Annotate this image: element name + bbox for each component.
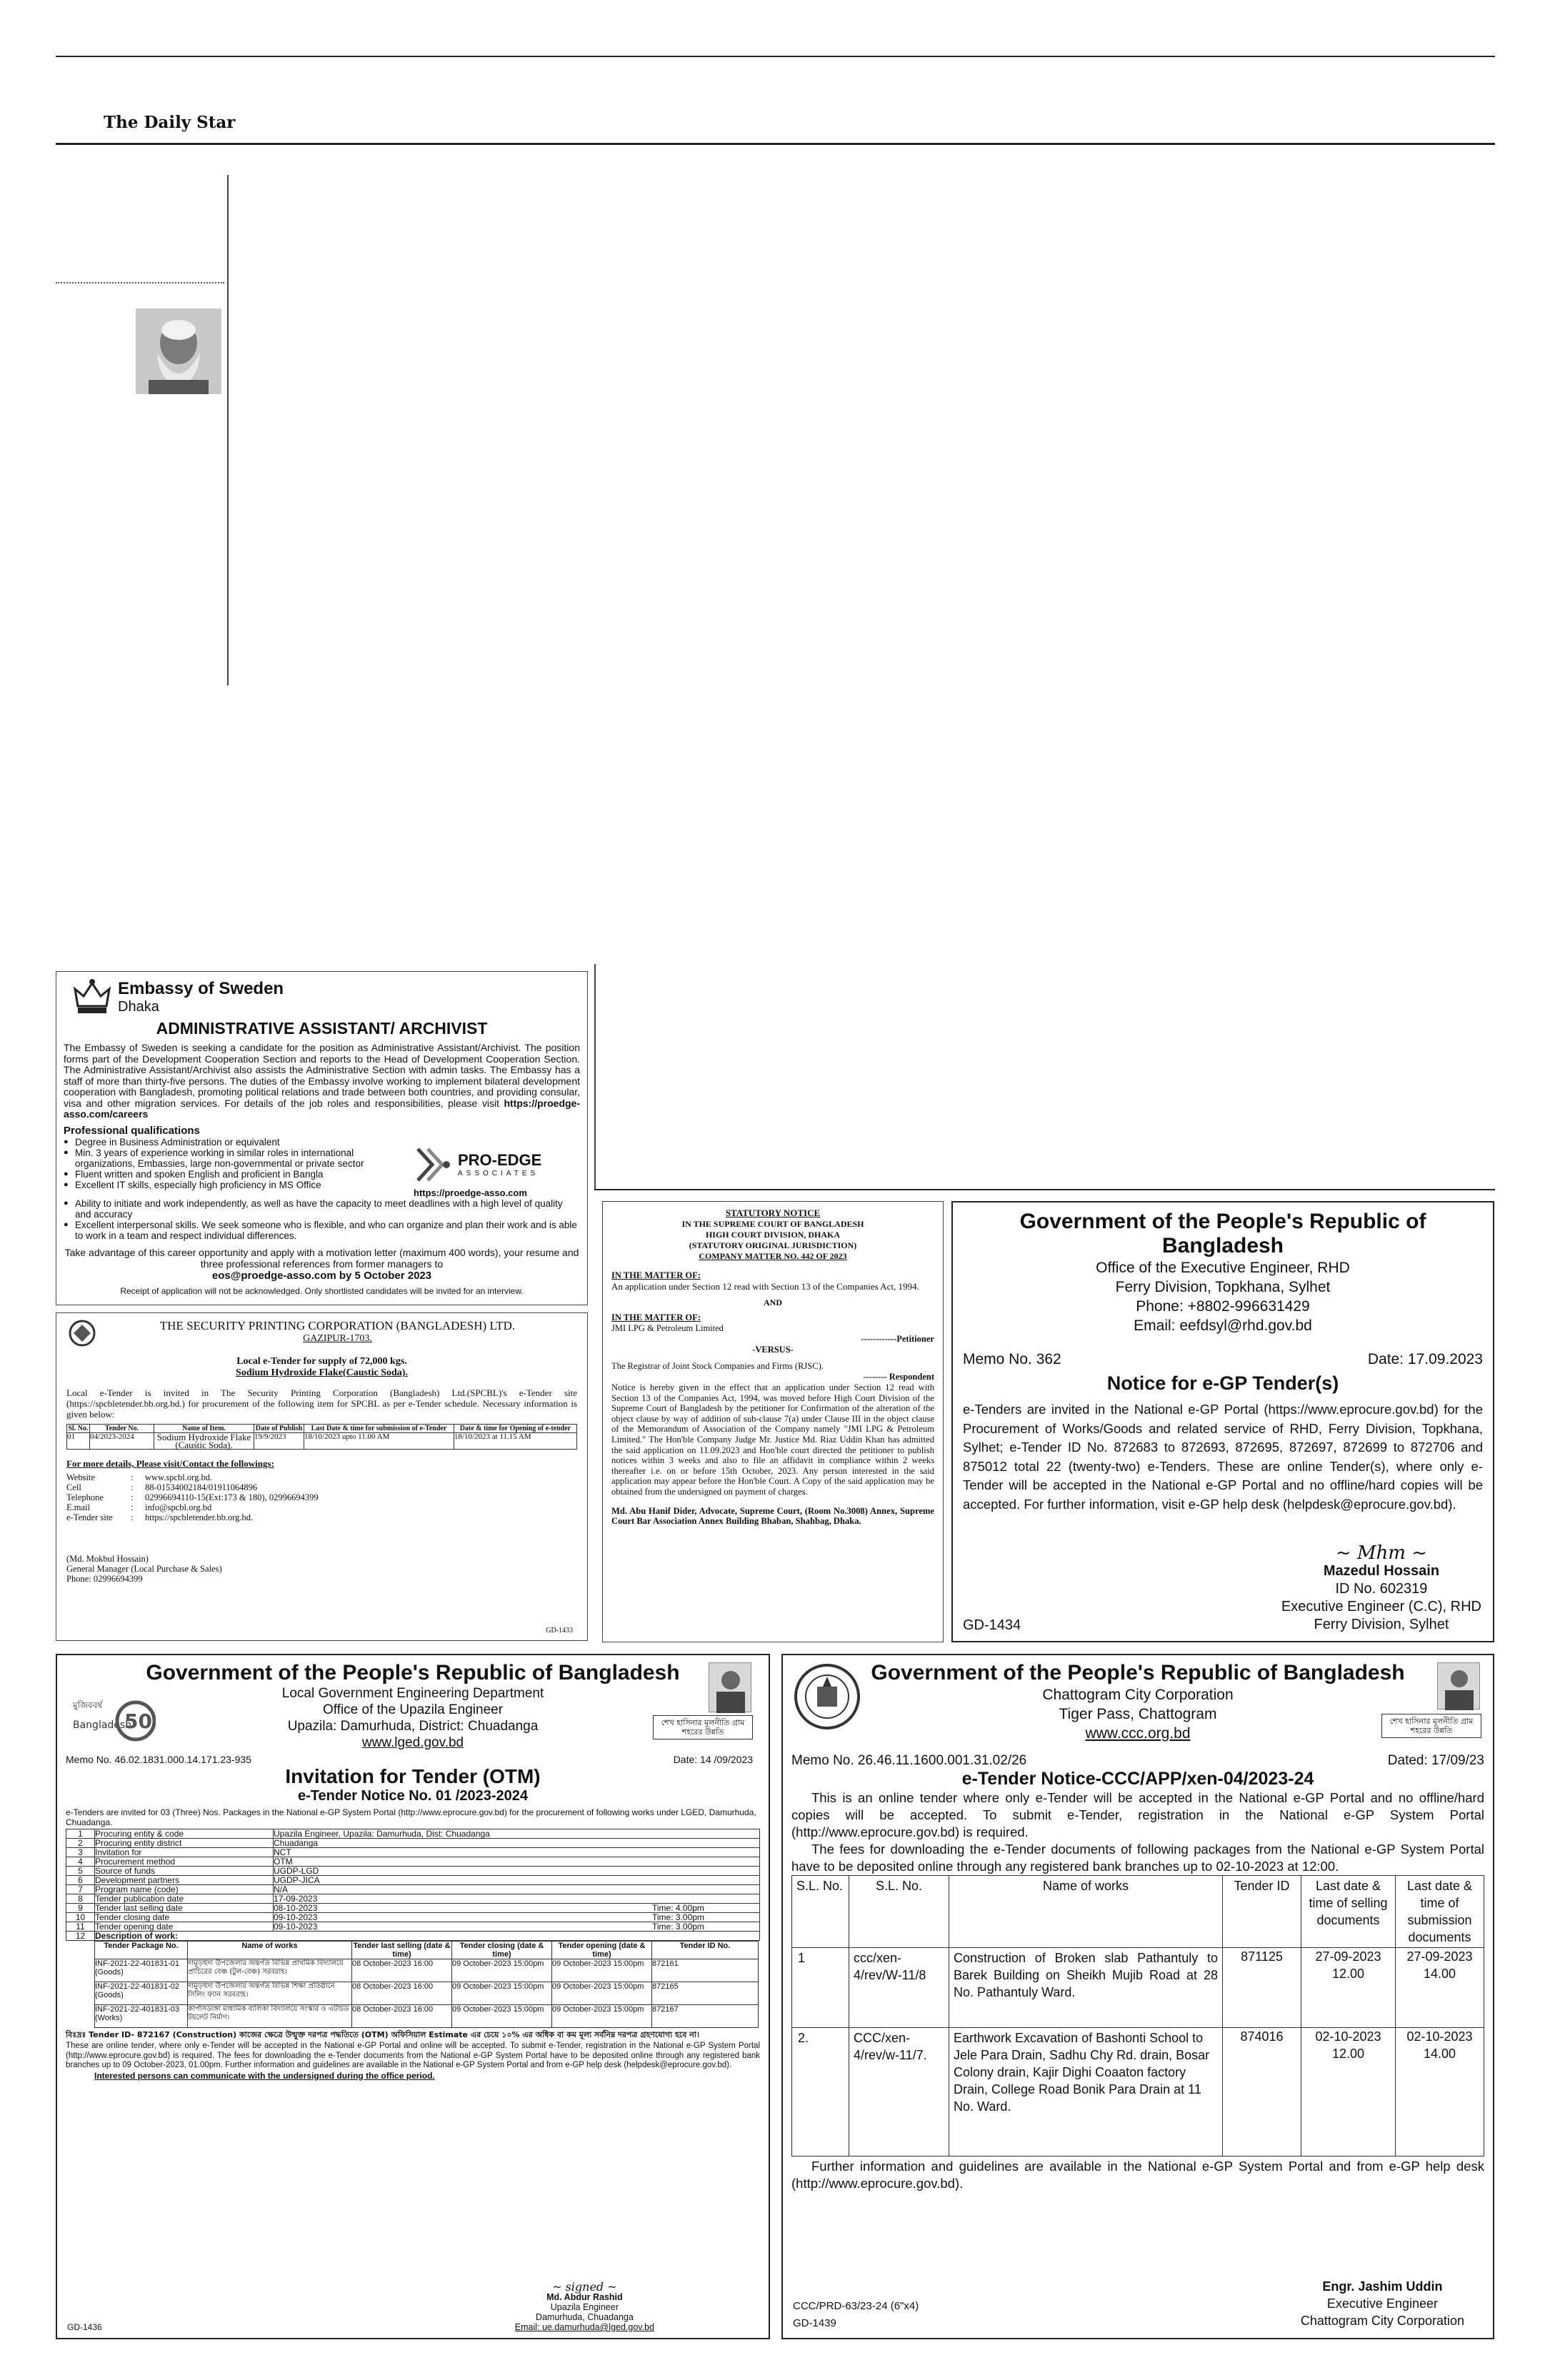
info-date: 09-10-2023 (274, 1922, 318, 1932)
court-m1-text: An application under Section 12 read with Section 13 of the Companies Act, 1994. (611, 1281, 919, 1292)
court-h3: HIGH COURT DIVISION, DHAKA (705, 1230, 841, 1240)
court-m2: IN THE MATTER OF: (611, 1312, 701, 1322)
spcbl-name: THE SECURITY PRINTING CORPORATION (BANGLADESH) LTD. (159, 1319, 516, 1332)
work-id: 872161 (652, 1959, 759, 1982)
td-sl: 01 (67, 1433, 90, 1450)
rhd-signer: Mazedul Hossain (1323, 1563, 1440, 1579)
sweden-org: Embassy of Sweden (118, 978, 284, 998)
spcbl-code: GD-1433 (546, 1627, 573, 1635)
info-no: 12 (66, 1932, 95, 1941)
lged-signer-place: Damurhuda, Chuadanga (535, 2312, 634, 2322)
cth-works: Name of works (949, 1876, 1223, 1948)
court-body: Notice is hereby given in the effect that an application under Section 12 read with Section 13 of the Companies Act, 1994, was moved before High Court Division of the Supreme Court of Bangladesh by the petitioner for Confirmation of the alteration of the object clause by way of addition of sub-clause 7(a) under Clause III in the object clause of the Memorandum of Association of the Company namely "JMI LPG & Petroleum Limited." The Hon'ble Company Judge Mr. Justice Md. Riaz Uddin Khan has admitted the said application on 11.09.2023 and Hon'ble court directed the petitioner to publish notices within 3 weeks and also to file an affidavit in compliance within 2 weeks thereafter i.e. on or before 15th October, 2023. Any person interested in the said application may appear before the Hon'ble Court. A Copy of the said application may be obtained from the undersigned on payment of charges. (611, 1382, 934, 1497)
lged-notice: e-Tender Notice No. 01 /2023-2024 (298, 1788, 528, 1804)
sweden-apply: Take advantage of this career opportunity and apply with a motivation letter (maximum 400 words), your resume and three professional references from former managers to (64, 1246, 579, 1270)
work-selling: 08 October-2023 16:00 (352, 1959, 452, 1982)
contact-value: 02996694110-15(Ext:173 & 180), 02996694399 (145, 1492, 319, 1502)
work-opening: 09 October-2023 15:00pm (552, 1959, 652, 1982)
work-name: দামুড়হুদা উপজেলার অন্তর্গত বিভিন্ন প্রাথমিক বিদ্যালয়ে প্রাচিরের বেঞ্চ (টুল-বেঞ্চ) সরবরাহ। (188, 1959, 352, 1982)
lged-gov: Government of the People's Republic of Bangladesh (146, 1661, 680, 1684)
th-last-date: Last Date & time for submission of e-Tender (304, 1425, 454, 1433)
sweden-city: Dhaka (118, 998, 159, 1015)
lged-code: GD-1436 (67, 2322, 102, 2332)
ccc-signature-block (1301, 2278, 1464, 2329)
lged-dept: Local Government Engineering Department (281, 1686, 544, 1701)
lged-signature-block (515, 2282, 654, 2332)
sweden-footer: Receipt of application will not be acknowledged. Only shortlisted candidates will be invited for an interview. (120, 1285, 524, 1296)
contact-value[interactable]: https://spcbletender.bb.org.bd. (145, 1512, 254, 1522)
wh-closing: Tender closing (date & time) (452, 1942, 552, 1959)
cth-selling: Last date & time of selling documents (1301, 1876, 1396, 1948)
info-no: 5 (66, 1867, 95, 1876)
court-respondent-name: The Registrar of Joint Stock Companies and Firms (RJSC). (611, 1361, 824, 1371)
qual-item: ● Excellent interpersonal skills. We seek someone who is flexible, and who can organize and plan their work and is able to work in a team and respect individual differences. (64, 1220, 580, 1241)
court-and: AND (764, 1297, 782, 1307)
ctd-submission: 02-10-2023 14.00 (1396, 2028, 1484, 2156)
spcbl-logo-icon (66, 1319, 98, 1347)
lged-note: বিঃদ্রঃ Tender ID- 872167 (Construction) কাজের ক্ষেত্রে উন্মুক্ত দরপত্র পদ্ধতিতে (OTM) অফিসিয়াল Estimate এর চেয়ে ১০% এর অধিক বা কম মূল্য সর্বনিম্ন দরপত্র গ্রহণযোগ্য হবে না। (66, 2030, 699, 2039)
info-key: Procuring entity & code (95, 1829, 274, 1839)
sweden-intro-link[interactable]: https://proedge-asso.com/careers (64, 1097, 580, 1120)
ccc-signer: Engr. Jashim Uddin (1322, 2279, 1443, 2294)
spcbl-ad (56, 1312, 588, 1641)
lged-info-table (66, 1829, 760, 1941)
court-notice (602, 1201, 944, 1642)
td-last-date: 18/10/2023 upto 11.00 AM (304, 1433, 454, 1450)
rhd-date: Date: 17.09.2023 (1367, 1351, 1483, 1367)
lged-title: Invitation for Tender (OTM) (285, 1765, 541, 1787)
ctd-id: 871125 (1223, 1948, 1301, 2028)
court-respondent: -------- Respondent (863, 1372, 934, 1382)
info-key: Tender last selling date (95, 1904, 274, 1913)
work-closing: 09 October-2023 15:00pm (452, 1982, 552, 2005)
contact-key: e-Tender site (66, 1512, 113, 1522)
lged-signer: Md. Abdur Rashid (546, 2292, 623, 2302)
info-value: 17-09-2023 (274, 1894, 760, 1904)
lged-date: Date: 14 /09/2023 (673, 1754, 753, 1765)
sweden-quals (64, 1137, 399, 1190)
ctd-selling: 27-09-2023 12.00 (1301, 1948, 1396, 2028)
lged-logo-text: Bangladesh (73, 1719, 132, 1731)
lged-ad (56, 1654, 770, 2339)
ccc-title: e-Tender Notice-CCC/APP/xen-04/2023-24 (961, 1769, 1314, 1789)
court-company: JMI LPG & Petroleum Limited (611, 1323, 724, 1333)
info-value: NCT (274, 1848, 760, 1857)
work-selling: 08 October-2023 16:00 (352, 2005, 452, 2028)
ccc-memo: Memo No. 26.46.11.1600.001.31.02/26 (791, 1753, 1027, 1768)
proedge-sub: ASSOCIATES (458, 1170, 539, 1178)
td-item: Sodium Hydroxide Flake (Caustic Soda). (154, 1433, 254, 1450)
cth-sl2: S.L. No. (849, 1876, 949, 1948)
sweden-title: ADMINISTRATIVE ASSISTANT/ ARCHIVIST (156, 1019, 488, 1038)
rhd-ad (951, 1201, 1494, 1642)
contact-value[interactable]: info@spcbl.org.bd (145, 1502, 212, 1512)
qual-item: ● Min. 3 years of experience working in similar roles in international organizations, Embassies, large non-governmental or private sector (64, 1148, 399, 1169)
proedge-url[interactable]: https://proedge-asso.com (414, 1187, 527, 1198)
work-name: দামুড়হুদা উপজেলার অন্তর্গত বিভিন্ন শিক্ষা প্রতিষ্ঠানে সিলিং ফ্যান সরবরাহ। (188, 1982, 352, 2005)
ctd-works: Earthwork Excavation of Bashonti School to Jele Para Drain, Sadhu Chy Rd. drain, Bosar Colony drain, Kajir Dighi Coaaton factory Drain, College Road Bonik Para Drain at 11 No. Ward. (949, 2028, 1223, 2156)
court-petitioner: ------------Petitioner (861, 1334, 934, 1344)
sweden-apply-email[interactable]: eos@proedge-asso.com by 5 October 2023 (211, 1269, 432, 1282)
ctd-code: ccc/xen-4/rev/W-11/8 (849, 1948, 949, 2028)
ccc-further: Further information and guidelines are available in the National e-GP System Portal and from e-GP help desk (http://www.eprocure.gov.bd). (791, 2159, 1484, 2191)
dotted-separator (56, 282, 224, 283)
court-m1: IN THE MATTER OF: (611, 1270, 701, 1280)
masthead-logo: The Daily Star (104, 113, 236, 132)
lged-web[interactable]: www.lged.gov.bd (361, 1735, 464, 1750)
info-no: 10 (66, 1913, 95, 1922)
contact-key: Website (66, 1472, 95, 1482)
ccc-prd: CCC/PRD-63/23-24 (6"x4) (793, 2300, 919, 2312)
contact-key: Cell (66, 1482, 81, 1492)
qual-item: ● Excellent IT skills, especially high proficiency in MS Office (64, 1180, 399, 1190)
qual-item: ● Fluent written and spoken English and proficient in Bangla (64, 1169, 399, 1180)
spcbl-more: For more details, Please visit/Contact the followings: (66, 1458, 274, 1469)
work-package: INF-2021-22-401831-02 (Goods) (95, 1982, 188, 2005)
wh-id: Tender ID No. (652, 1942, 759, 1959)
cth-id: Tender ID (1223, 1876, 1301, 1948)
info-value: N/A (274, 1885, 760, 1894)
info-key: Development partners (95, 1876, 274, 1885)
wh-works: Name of works (188, 1942, 352, 1959)
ctd-sl: 1 (792, 1948, 849, 2028)
work-opening: 09 October-2023 15:00pm (552, 1982, 652, 2005)
portrait-image (709, 1662, 751, 1712)
work-selling: 08 October-2023 16:00 (352, 1982, 452, 2005)
spcbl-table (66, 1424, 577, 1450)
ccc-corp: Chattogram City Corporation (1042, 1687, 1234, 1703)
work-closing: 09 October-2023 15:00pm (452, 1959, 552, 1982)
rhd-body: e-Tenders are invited in the National e-GP Portal (https://www.eprocure.gov.bd) for the Procurement of Works/Goods and related service of RHD, Ferry Division, Topkhana, Sylhet; e-Tender ID No. 872683 to 872693, 872695, 872697, 872699 to 872706 and 875012 total 22 (twenty-two) e-Tenders. These are online Tender(s), where only e-Tender will be accepted in the National e-GP Portal and no offline/hard copies will be accepted. For further information, visit e-GP help desk (helpdesk@eprocure.gov.bd). (963, 1402, 1483, 1512)
wh-selling: Tender last selling (date & time) (353, 1942, 451, 1959)
lged-works-table (94, 1941, 759, 2028)
info-time: Time: 3.00pm (652, 1912, 704, 1922)
sweden-qual-heading: Professional qualifications (64, 1124, 200, 1137)
ccc-gov: Government of the People's Republic of Bangladesh (871, 1661, 1405, 1684)
sweden-intro (64, 1043, 580, 1120)
obituary-photo (136, 308, 221, 394)
spcbl-signer-title: General Manager (Local Purchase & Sales) (66, 1564, 222, 1574)
rhd-title: Notice for e-GP Tender(s) (1106, 1372, 1339, 1394)
ccc-place: Tiger Pass, Chattogram (1059, 1706, 1217, 1722)
crown-icon (71, 976, 114, 1018)
info-no: 4 (66, 1857, 95, 1867)
info-value: UGDP-JICA (274, 1876, 760, 1885)
rhd-title2: Executive Engineer (C.C), RHD (1281, 1599, 1481, 1615)
work-name: কার্পাসডাঙ্গা মাধ্যমিক বালিকা বিদ্যালয়ে সংস্কার ও এটাচড টয়লেট নির্মাণ। (188, 2005, 352, 2028)
lged-body: These are online tender, where only e-Tender will be accepted in the National e-GP Portal and online will be accepted. To submit e-Tender, registration in the National e-GP System Portal (http://www.eprocure.gov.bd) is required. The fees for downloading the e-Tender documents from the National e-GP System Portal have to be deposited online through any registered bank branches up to 09 October-2023, 01.00pm. Further information and guidelines are available in the National e-GP System Portal and from e-GP help desk (helpdesk@eprocure.gov.bd). (66, 2042, 760, 2069)
top-rule (56, 56, 1495, 57)
work-opening: 09 October-2023 15:00pm (552, 2005, 652, 2028)
info-key: Source of funds (95, 1867, 274, 1876)
info-value (274, 1913, 760, 1922)
rhd-memo: Memo No. 362 (963, 1351, 1061, 1367)
rhd-id: ID No. 602319 (1335, 1581, 1428, 1597)
rhd-email[interactable]: Email: eefdsyl@rhd.gov.bd (1134, 1317, 1312, 1334)
qual-item: ● Ability to initiate and work independently, as well as have the capacity to meet deadlines with a high level of quality and accuracy (64, 1198, 580, 1220)
th-sl: Sl. No. (68, 1425, 89, 1432)
spcbl-sub1: Local e-Tender for supply of 72,000 kgs. (236, 1356, 407, 1367)
ccc-signer-org: Chattogram City Corporation (1300, 2314, 1464, 2328)
court-sign: Md. Abu Hanif Dider, Advocate, Supreme Court, (Room No.3008) Annex, Supreme Court Bar Association Annex Building Bhaban, Shahbag, Dhaka. (611, 1505, 934, 1527)
ccc-ad (781, 1654, 1494, 2339)
info-key: Procurement method (95, 1857, 274, 1867)
court-h1: STATUTORY NOTICE (725, 1207, 821, 1218)
info-key: Program name (code) (95, 1885, 274, 1894)
work-closing: 09 October-2023 15:00pm (452, 2005, 552, 2028)
work-id: 872165 (652, 1982, 759, 2005)
ctd-code: CCC/xen-4/rev/w-11/7. (849, 2028, 949, 2156)
sweden-intro-text: The Embassy of Sweden is seeking a candidate for the position as Administrative Assistant/Archivist. The position forms part of the Development Cooperation Section and reports to the Head of Development Cooperation Section. The Administrative Assistant/Archivist also assists the Administrative Section with admin tasks. The Embassy has a staff of more than thirty-five persons. The duties of the Embassy involve working to implement bilateral development cooperation with Bangladesh, promoting political relations and trade between both countries, and providing consular, visa and other migration services. For details of the job roles and responsibilities, please visit (64, 1042, 580, 1109)
wh-package: Tender Package No. (95, 1942, 188, 1959)
info-no: 2 (66, 1839, 95, 1848)
proedge-name: PRO-EDGE (458, 1151, 542, 1169)
spcbl-city: GAZIPUR-1703. (303, 1333, 372, 1344)
lged-office: Office of the Upazila Engineer (322, 1702, 504, 1717)
info-date: 09-10-2023 (274, 1912, 318, 1922)
proedge-mark-icon (414, 1145, 454, 1185)
rhd-office: Office of the Executive Engineer, RHD (1096, 1260, 1350, 1276)
info-no: 6 (66, 1876, 95, 1885)
info-no: 1 (66, 1829, 95, 1839)
lged-mujib-logo (70, 1687, 156, 1751)
section-rule (594, 1189, 1495, 1190)
rhd-gov: Government of the People's Republic of Bangladesh (1019, 1210, 1426, 1257)
lged-contact: Interested persons can communicate with the undersigned during the office period. (94, 2070, 435, 2081)
info-no: 11 (66, 1922, 95, 1932)
cth-submission: Last date & time of submission documents (1396, 1876, 1484, 1948)
info-key: Tender opening date (95, 1922, 274, 1932)
ccc-signer-title: Executive Engineer (1326, 2296, 1438, 2311)
contact-key: E.mail (66, 1502, 90, 1512)
spcbl-sub2: Sodium Hydroxide Flake(Caustic Soda). (236, 1367, 408, 1378)
rhd-place: Ferry Division, Sylhet (1314, 1617, 1449, 1632)
info-time: Time: 4.00pm (652, 1903, 704, 1913)
info-key: Procuring entity district (95, 1839, 274, 1848)
work-package: INF-2021-22-401831-03 (Works) (95, 2005, 188, 2028)
info-value: OTM (274, 1857, 760, 1867)
lged-memo: Memo No. 46.02.1831.000.14.171.23-935 (66, 1754, 251, 1765)
th-opening: Date & time for Opening of e-tender (454, 1425, 576, 1433)
ctd-works: Construction of Broken slab Pathantuly to Barek Building on Sheikh Mujib Road at 28 No. Pathantuly Ward. (949, 1948, 1223, 2028)
info-value: UGDP-LGD (274, 1867, 760, 1876)
column-rule (227, 175, 229, 686)
court-h2: IN THE SUPREME COURT OF BANGLADESH (681, 1219, 864, 1229)
info-date: 08-10-2023 (274, 1903, 318, 1913)
lged-intro: e-Tenders are invited for 03 (Three) Nos. Packages in the National e-GP System Portal (http://www.eprocure.gov.bd) for the procurement of following works under LGED, Damurhuda, Chuadanga. (66, 1807, 756, 1827)
rhd-phone: Phone: +8802-996631429 (1136, 1298, 1310, 1315)
spcbl-signer: (Md. Mokbul Hossain) (66, 1554, 149, 1564)
lged-badge: শেখ হাসিনার মূলনীতি গ্রাম শহরের উন্নতি (653, 1715, 753, 1739)
info-key: Invitation for (95, 1848, 274, 1857)
info-no: 3 (66, 1848, 95, 1857)
contact-key: Telephone (66, 1492, 104, 1502)
ctd-selling: 02-10-2023 12.00 (1301, 2028, 1396, 2156)
ccc-seal-icon (793, 1662, 861, 1731)
ccc-date: Dated: 17/09/23 (1387, 1753, 1484, 1768)
masthead-rule (56, 143, 1495, 145)
th-publish: Date of Publish (254, 1425, 304, 1433)
svg-text:50: 50 (124, 1709, 152, 1733)
info-value (274, 1904, 760, 1913)
td-publish: 19/9/2023 (254, 1433, 304, 1450)
lged-signer-title: Upazila Engineer (550, 2302, 619, 2312)
svg-text:মুজিববর্ষ: মুজিববর্ষ (73, 1700, 102, 1710)
sweden-ad (56, 971, 588, 1305)
info-key: Tender publication date (95, 1894, 274, 1904)
info-time: Time: 3.00pm (652, 1922, 704, 1932)
rhd-division: Ferry Division, Topkhana, Sylhet (1115, 1279, 1331, 1295)
info-no: 9 (66, 1904, 95, 1913)
cth-sl: S.L. No. (792, 1876, 849, 1948)
info-key: Tender closing date (95, 1913, 274, 1922)
ccc-portrait-block (1381, 1662, 1481, 1738)
ccc-intro: This is an online tender where only e-Tender will be accepted in the National e-GP Portal and no offline/hard copies will be accepted. To submit e-Tender, registration in the National e-GP System Portal (http://www.eprocure.gov.bd) is required. (791, 1790, 1484, 1839)
qual-item: ● Degree in Business Administration or equivalent (64, 1137, 399, 1148)
th-tender-no: Tender No. (90, 1425, 154, 1433)
vertical-rule (594, 964, 596, 1189)
wh-opening: Tender opening (date & time) (552, 1942, 652, 1959)
td-opening: 18/10/2023 at 11.15 AM (454, 1433, 576, 1450)
ccc-code: GD-1439 (793, 2317, 836, 2329)
lged-email[interactable]: Email: ue.damurhuda@lged.gov.bd (514, 2322, 654, 2332)
td-tender-no: 04/2023-2024 (90, 1433, 154, 1450)
ccc-seal (793, 1662, 861, 1734)
info-key: Description of work: (95, 1932, 760, 1941)
ctd-submission: 27-09-2023 14.00 (1396, 1948, 1484, 2028)
th-item: Name of Item. (154, 1425, 254, 1433)
court-versus: -VERSUS- (752, 1345, 794, 1355)
lged-signature: ~ signed ~ (552, 2280, 617, 2294)
contact-value: 88-01534002184/01911064896 (145, 1482, 258, 1492)
ccc-web[interactable]: www.ccc.org.bd (1085, 1725, 1191, 1742)
ccc-intro2: The fees for downloading the e-Tender documents of following packages from the National e-GP System Portal have to be deposited online through any registered bank branches up to 02-10-2023 at 12:00. (791, 1842, 1484, 1874)
info-no: 8 (66, 1894, 95, 1904)
ccc-badge: শেখ হাসিনার মূলনীতি গ্রাম শহরের উন্নতি (1381, 1714, 1481, 1738)
court-h5: COMPANY MATTER NO. 442 OF 2023 (699, 1251, 847, 1261)
lged-portrait-block (653, 1662, 753, 1739)
portrait-image (1437, 1662, 1480, 1709)
sweden-quals-2 (64, 1198, 580, 1241)
info-value: Chuadanga (274, 1839, 760, 1848)
info-no: 7 (66, 1885, 95, 1894)
ctd-sl: 2. (792, 2028, 849, 2156)
contact-value[interactable]: www.spcbl.org.bd. (145, 1472, 213, 1482)
work-package: INF-2021-22-401831-01 (Goods) (95, 1959, 188, 1982)
rhd-code: GD-1434 (963, 1617, 1021, 1633)
court-h4: (STATUTORY ORIGINAL JURISDICTION) (689, 1240, 857, 1250)
proedge-logo (399, 1125, 571, 1198)
spcbl-body: Local e-Tender is invited in The Security Printing Corporation (Bangladesh) Ltd.(SPCBL)'s e-Tender site (https://spcbletender.bb.org.bd.) for procurement of the following item for SPCBL as per e-Tender schedule. Necessary information is given below: (66, 1387, 577, 1420)
info-value (274, 1922, 760, 1932)
ccc-table (791, 1875, 1484, 2156)
spcbl-contacts: Website : www.spcbl.org.bd. Cell : 88-01534002184/01911064896 Telephone : 02996694110-15(Ext:173 & 180), 02996694399 E.mail : info@spcbl.org.bd e-Tender site : https://spcbletender.bb.org.bd. (66, 1472, 319, 1522)
lged-upazila: Upazila: Damurhuda, District: Chuadanga (287, 1719, 539, 1734)
work-id: 872167 (652, 2005, 759, 2028)
ctd-id: 874016 (1223, 2028, 1301, 2156)
spcbl-phone: Phone: 02996694399 (66, 1574, 143, 1584)
rhd-signature: ~ Mhm ~ (1335, 1542, 1428, 1564)
info-value: Upazila Engineer, Upazila: Damurhuda, Dist: Chuadanga (274, 1829, 760, 1839)
rhd-signature-block (1281, 1542, 1481, 1634)
